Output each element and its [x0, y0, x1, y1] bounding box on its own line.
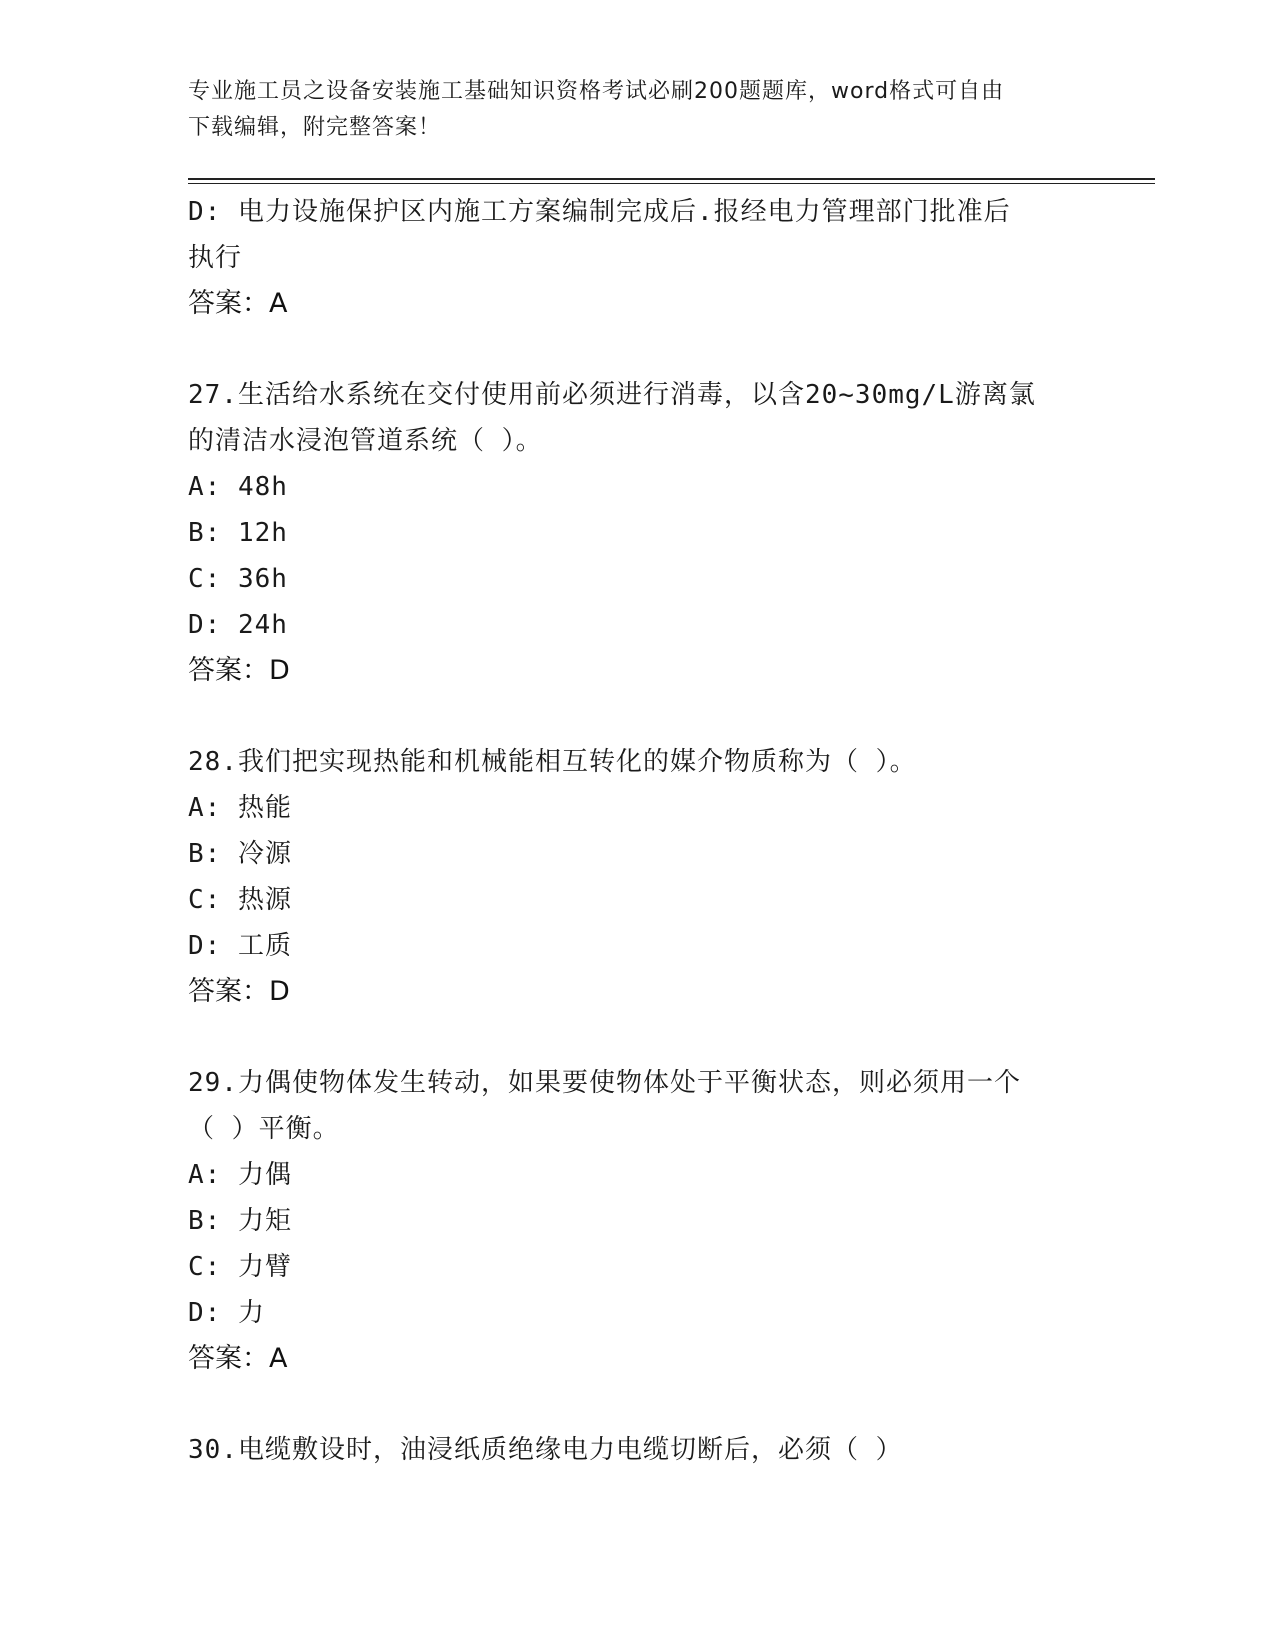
option-d: D: 力: [188, 1298, 265, 1328]
header-divider-thin: [188, 183, 1155, 184]
option-a: A: 力偶: [188, 1160, 292, 1190]
question-26-tail: [188, 189, 1088, 327]
question-stem: 29.力偶使物体发生转动，如果要使物体处于平衡状态，则必须用一个: [188, 1068, 1021, 1098]
spacer: [188, 1382, 1088, 1427]
question-stem: 30.电缆敷设时，油浸纸质绝缘电力电缆切断后，必须（ ）: [188, 1435, 903, 1465]
question-stem: 27.生活给水系统在交付使用前必须进行消毒，以含20~30mg/L游离氯: [188, 380, 1036, 410]
option-c: C: 热源: [188, 885, 292, 915]
option-d: D: 24h: [188, 610, 288, 640]
option-b: B: 12h: [188, 518, 288, 548]
question-30: [188, 1427, 1088, 1473]
option-d: D: 工质: [188, 931, 292, 961]
answer: 答案：A: [188, 1343, 288, 1374]
option-a: A: 48h: [188, 472, 288, 502]
document-body: [188, 189, 1088, 1473]
option-d-continued: 执行: [188, 243, 243, 273]
option-b: B: 力矩: [188, 1206, 292, 1236]
answer: 答案：A: [188, 288, 288, 319]
question-stem: 28.我们把实现热能和机械能相互转化的媒介物质称为（ ）。: [188, 747, 917, 777]
question-29: [188, 1060, 1088, 1382]
question-28: [188, 739, 1088, 1015]
document-header: [188, 74, 1068, 146]
answer: 答案：D: [188, 976, 290, 1007]
header-line-1: 专业施工员之设备安装施工基础知识资格考试必刷200题题库，word格式可自由: [188, 79, 1005, 104]
header-divider-thick: [188, 178, 1155, 180]
option-c: C: 力臂: [188, 1252, 292, 1282]
header-line-2: 下载编辑，附完整答案！: [188, 115, 442, 140]
question-stem-continued: （ ）平衡。: [188, 1114, 340, 1144]
option-b: B: 冷源: [188, 839, 292, 869]
option-c: C: 36h: [188, 564, 288, 594]
answer: 答案：D: [188, 655, 290, 686]
spacer: [188, 1015, 1088, 1060]
question-stem-continued: 的清洁水浸泡管道系统（ ）。: [188, 426, 543, 456]
option-d: D: 电力设施保护区内施工方案编制完成后.报经电力管理部门批准后: [188, 197, 1011, 227]
option-a: A: 热能: [188, 793, 292, 823]
question-27: [188, 372, 1088, 694]
spacer: [188, 327, 1088, 372]
spacer: [188, 694, 1088, 739]
